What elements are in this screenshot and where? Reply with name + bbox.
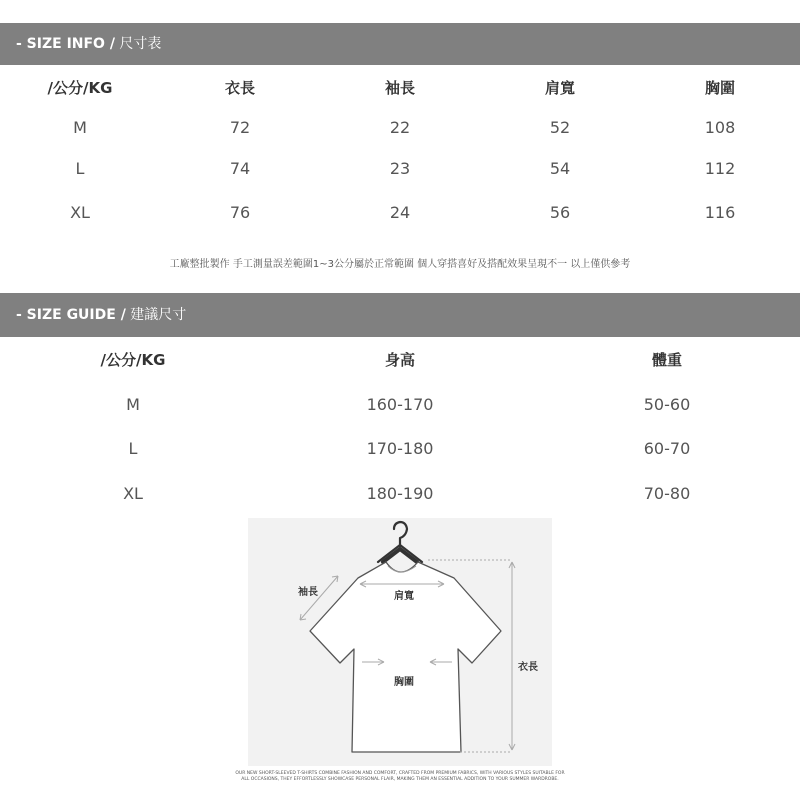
size-guide-header	[0, 293, 800, 337]
sleeve-cell: 24	[389, 203, 411, 222]
column-header: /公分/KG	[47, 79, 113, 97]
length-cell: 76	[229, 203, 251, 222]
column-header: /公分/KG	[100, 351, 166, 369]
shoulder-label: 肩寬	[394, 591, 414, 602]
sleeve-cell: 22	[389, 118, 411, 137]
shoulder-cell: 52	[549, 118, 571, 137]
tshirt-diagram	[248, 518, 552, 766]
column-header: 體重	[651, 351, 683, 369]
size-info-title: - SIZE INFO /	[16, 36, 115, 52]
height-cell: 160-170	[366, 395, 434, 414]
size-cell: M	[126, 395, 140, 414]
table-row	[0, 202, 800, 224]
size-guide-subtitle: 建議尺寸	[130, 307, 187, 323]
length-cell: 74	[229, 159, 251, 178]
column-header: 身高	[384, 351, 416, 369]
size-cell: M	[73, 118, 87, 137]
chest-cell: 116	[704, 203, 736, 222]
column-header: 肩寬	[544, 79, 576, 97]
table-row	[0, 394, 800, 416]
sleeve-cell: 23	[389, 159, 411, 178]
length-label: 衣長	[518, 662, 538, 673]
table-header-row	[0, 77, 800, 99]
size-cell: L	[128, 439, 138, 458]
table-row	[0, 438, 800, 460]
weight-cell: 50-60	[643, 395, 691, 414]
tshirt-outline-icon	[248, 518, 552, 766]
table-row	[0, 483, 800, 505]
size-cell: XL	[70, 203, 90, 222]
height-cell: 170-180	[366, 439, 434, 458]
size-info-header	[0, 23, 800, 65]
caption-line: OUR NEW SHORT-SLEEVED T-SHIRTS COMBINE FASHION AND COMFORT, CRAFTED FROM PREMIUM FABRICS, WITH VARIOUS STYLES SUITABLE FOR	[235, 771, 565, 776]
size-cell: L	[75, 159, 85, 178]
measurement-note: 工廠整批製作 手工測量誤差範圍1~3公分屬於正常範圍 個人穿搭喜好及搭配效果呈現不一 以上僅供參考	[169, 259, 631, 270]
size-info-subtitle: 尺寸表	[119, 36, 162, 52]
size-cell: XL	[123, 484, 143, 503]
table-row	[0, 117, 800, 139]
shoulder-cell: 54	[549, 159, 571, 178]
length-cell: 72	[229, 118, 251, 137]
column-header: 胸圍	[704, 79, 736, 97]
table-header-row	[0, 349, 800, 371]
column-header: 袖長	[384, 79, 416, 97]
column-header: 衣長	[224, 79, 256, 97]
sleeve-label: 袖長	[298, 587, 318, 598]
chest-cell: 108	[704, 118, 736, 137]
weight-cell: 60-70	[643, 439, 691, 458]
chest-label: 胸圍	[394, 677, 414, 688]
height-cell: 180-190	[366, 484, 434, 503]
table-row	[0, 158, 800, 180]
chest-cell: 112	[704, 159, 736, 178]
size-guide-title: - SIZE GUIDE /	[16, 307, 126, 323]
caption-line: ALL OCCASIONS, THEY EFFORTLESSLY SHOWCASE PERSONAL FLAIR, MAKING THEM AN ESSENTIAL ADDITION TO YOUR SUMMER WARDROBE.	[241, 777, 559, 782]
weight-cell: 70-80	[643, 484, 691, 503]
shoulder-cell: 56	[549, 203, 571, 222]
